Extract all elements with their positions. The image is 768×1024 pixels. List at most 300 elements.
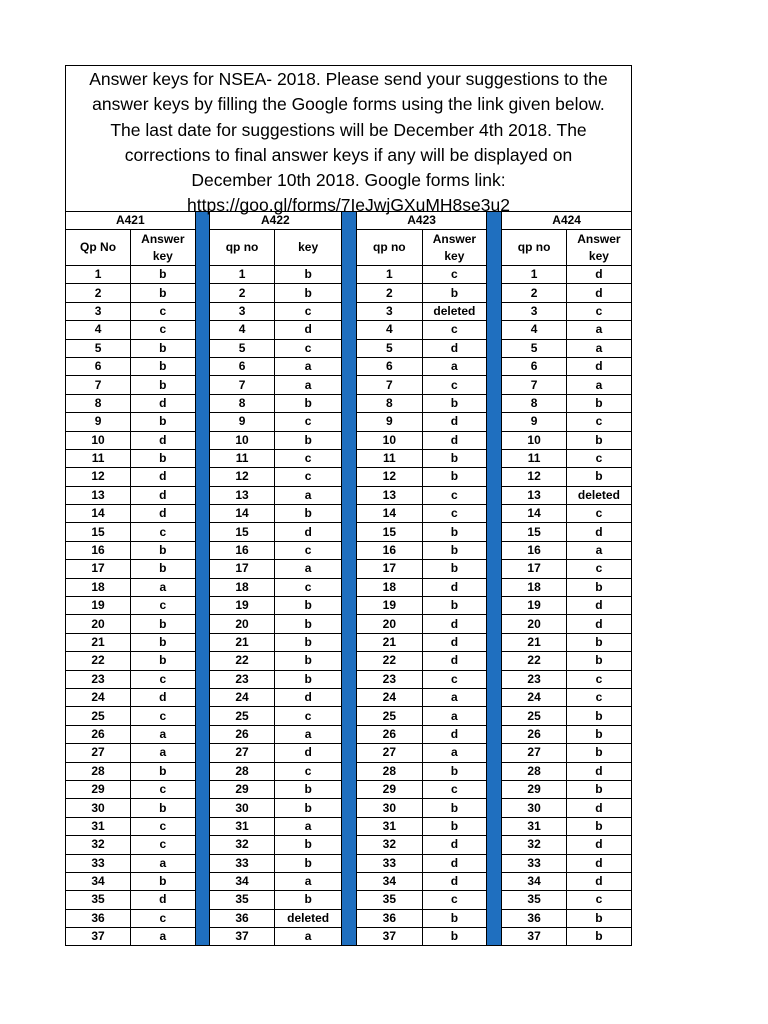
answer-cell: a [275,357,342,375]
question-number-cell: 23 [66,670,131,688]
question-number-cell: 11 [502,449,567,467]
question-number-cell: 13 [209,486,275,504]
answer-cell: b [422,394,487,412]
answer-key-header: key [275,230,342,266]
answer-cell: d [566,523,631,541]
answer-cell: c [131,523,196,541]
answer-cell: a [131,578,196,596]
answer-cell: d [566,357,631,375]
question-number-cell: 20 [66,615,131,633]
question-number-cell: 34 [357,872,423,890]
question-number-cell: 12 [502,468,567,486]
answer-cell: c [275,468,342,486]
question-number-cell: 17 [209,560,275,578]
question-number-cell: 14 [66,505,131,523]
answer-cell: d [275,744,342,762]
set-code-a423: A423 [357,212,487,230]
answer-cell: c [422,780,487,798]
answer-cell: b [131,762,196,780]
answer-cell: c [131,836,196,854]
question-number-cell: 21 [66,633,131,651]
answer-cell: b [275,431,342,449]
question-number-cell: 18 [502,578,567,596]
answer-cell: b [422,523,487,541]
question-number-cell: 18 [66,578,131,596]
answer-cell: c [275,541,342,559]
answer-cell: b [275,652,342,670]
answer-cell: a [131,928,196,946]
answer-key-header: Answer key [131,230,196,266]
question-number-cell: 32 [357,836,423,854]
answer-cell: b [566,468,631,486]
answer-cell: b [422,449,487,467]
answer-key-sheet [65,65,632,946]
answer-cell: deleted [275,909,342,927]
question-number-cell: 36 [209,909,275,927]
answer-cell: a [422,357,487,375]
question-number-cell: 11 [357,449,423,467]
question-number-cell: 4 [66,321,131,339]
answer-cell: d [566,266,631,284]
question-number-cell: 27 [66,744,131,762]
answer-cell: b [131,652,196,670]
question-number-cell: 35 [357,891,423,909]
question-number-cell: 9 [66,413,131,431]
answer-cell: c [422,670,487,688]
question-number-cell: 5 [209,339,275,357]
answer-cell: a [131,744,196,762]
question-number-cell: 28 [502,762,567,780]
google-forms-link[interactable]: https://goo.gl/forms/7IeJwjGXuMH8se3u2 [187,195,510,216]
question-number-cell: 9 [502,413,567,431]
question-number-cell: 29 [66,780,131,798]
question-number-cell: 24 [209,688,275,706]
answer-cell: d [566,836,631,854]
blue-separator [341,212,356,945]
answer-cell: b [422,541,487,559]
question-number-cell: 22 [357,652,423,670]
answer-cell: b [275,799,342,817]
answer-cell: b [131,633,196,651]
answer-cell: d [131,431,196,449]
question-number-cell: 37 [209,928,275,946]
answer-cell: d [131,505,196,523]
question-number-cell: 3 [357,302,423,320]
qp-no-header: Qp No [66,230,131,266]
question-number-cell: 18 [357,578,423,596]
answer-cell: d [422,578,487,596]
answer-cell: b [131,357,196,375]
question-number-cell: 19 [357,597,423,615]
answer-cell: c [422,376,487,394]
question-number-cell: 6 [502,357,567,375]
answer-cell: c [131,707,196,725]
question-number-cell: 30 [209,799,275,817]
header-line: corrections to final answer keys if any will be displayed on [124,144,573,165]
qp-no-header: qp no [209,230,275,266]
answer-cell: d [566,615,631,633]
answer-cell: d [566,284,631,302]
question-number-cell: 13 [66,486,131,504]
question-number-cell: 25 [66,707,131,725]
answer-cell: b [131,615,196,633]
question-number-cell: 15 [502,523,567,541]
question-number-cell: 16 [66,541,131,559]
answer-cell: b [566,707,631,725]
question-number-cell: 31 [66,817,131,835]
answer-cell: b [566,725,631,743]
answer-cell: b [422,597,487,615]
question-number-cell: 34 [209,872,275,890]
question-number-cell: 33 [502,854,567,872]
header-line: December 10th 2018. Google forms link: [191,170,506,191]
question-number-cell: 14 [357,505,423,523]
set-code-a422: A422 [209,212,341,230]
question-number-cell: 32 [209,836,275,854]
question-number-cell: 16 [357,541,423,559]
question-number-cell: 10 [357,431,423,449]
qp-no-header: qp no [357,230,423,266]
question-number-cell: 6 [209,357,275,375]
question-number-cell: 29 [357,780,423,798]
answer-cell: d [131,688,196,706]
question-number-cell: 23 [502,670,567,688]
question-number-cell: 9 [357,413,423,431]
answer-cell: d [422,615,487,633]
question-number-cell: 4 [209,321,275,339]
answer-cell: d [422,339,487,357]
question-number-cell: 36 [502,909,567,927]
answer-cell: b [275,597,342,615]
answer-cell: c [566,670,631,688]
answer-cell: c [566,449,631,467]
answer-cell: b [566,394,631,412]
answer-cell: a [275,725,342,743]
answer-cell: d [566,854,631,872]
answer-cell: a [566,339,631,357]
answer-cell: d [422,872,487,890]
answer-cell: d [566,872,631,890]
answer-cell: a [275,817,342,835]
answer-cell: d [422,633,487,651]
header-line: answer keys by filling the Google forms using the link given below. [92,94,605,115]
answer-cell: c [275,413,342,431]
question-number-cell: 17 [66,560,131,578]
question-number-cell: 20 [357,615,423,633]
question-number-cell: 36 [357,909,423,927]
answer-cell: d [566,762,631,780]
question-number-cell: 7 [66,376,131,394]
question-number-cell: 10 [209,431,275,449]
answer-cell: b [131,284,196,302]
question-number-cell: 2 [357,284,423,302]
answer-cell: d [131,468,196,486]
answer-cell: b [275,670,342,688]
answer-cell: b [422,817,487,835]
answer-cell: a [275,486,342,504]
answer-cell: b [131,560,196,578]
answer-cell: b [275,615,342,633]
question-number-cell: 21 [357,633,423,651]
answer-cell: b [422,560,487,578]
answer-cell: c [422,486,487,504]
question-number-cell: 12 [66,468,131,486]
answer-cell: d [131,486,196,504]
question-number-cell: 13 [357,486,423,504]
question-number-cell: 7 [357,376,423,394]
answer-cell: d [422,413,487,431]
answer-cell: b [131,413,196,431]
answer-cell: b [566,817,631,835]
answer-cell: b [275,891,342,909]
question-number-cell: 23 [357,670,423,688]
answer-cell: a [422,688,487,706]
answer-cell: a [422,744,487,762]
set-code-a421: A421 [66,212,195,230]
question-number-cell: 22 [209,652,275,670]
qp-no-header: qp no [502,230,567,266]
answer-cell: b [131,541,196,559]
question-number-cell: 26 [66,725,131,743]
answer-cell: b [131,339,196,357]
question-number-cell: 7 [209,376,275,394]
answer-cell: b [566,431,631,449]
answer-cell: d [275,321,342,339]
question-number-cell: 33 [209,854,275,872]
answer-cell: b [131,376,196,394]
answer-cell: c [275,578,342,596]
answer-cell: c [422,505,487,523]
question-number-cell: 20 [502,615,567,633]
question-number-cell: 17 [357,560,423,578]
answer-cell: a [566,321,631,339]
answer-cell: c [131,817,196,835]
answer-cell: d [422,725,487,743]
answer-cell: d [566,799,631,817]
answer-cell: deleted [422,302,487,320]
question-number-cell: 7 [502,376,567,394]
answer-cell: a [275,376,342,394]
answer-cell: b [422,799,487,817]
question-number-cell: 16 [209,541,275,559]
question-number-cell: 5 [502,339,567,357]
question-number-cell: 35 [502,891,567,909]
question-number-cell: 5 [357,339,423,357]
answer-cell: c [275,302,342,320]
answer-cell: d [131,891,196,909]
question-number-cell: 8 [209,394,275,412]
answer-cell: c [422,891,487,909]
question-number-cell: 25 [357,707,423,725]
answer-cell: d [422,652,487,670]
answer-cell: c [566,505,631,523]
answer-key-header: Answer key [422,230,487,266]
answer-cell: c [566,560,631,578]
question-number-cell: 17 [502,560,567,578]
header-notice [66,66,631,216]
question-number-cell: 27 [357,744,423,762]
answer-cell: a [275,560,342,578]
question-number-cell: 24 [357,688,423,706]
question-number-cell: 21 [209,633,275,651]
answer-cell: a [131,854,196,872]
answer-cell: b [422,284,487,302]
question-number-cell: 20 [209,615,275,633]
answer-cell: b [275,284,342,302]
question-number-cell: 32 [66,836,131,854]
question-number-cell: 29 [209,780,275,798]
question-number-cell: 11 [209,449,275,467]
answer-cell: b [131,449,196,467]
question-number-cell: 21 [502,633,567,651]
answer-cell: b [275,854,342,872]
question-number-cell: 8 [502,394,567,412]
question-number-cell: 2 [66,284,131,302]
question-number-cell: 32 [502,836,567,854]
answer-cell: d [566,597,631,615]
question-number-cell: 18 [209,578,275,596]
answer-cell: a [131,725,196,743]
question-number-cell: 35 [209,891,275,909]
question-number-cell: 29 [502,780,567,798]
answer-cell: d [422,836,487,854]
question-number-cell: 28 [66,762,131,780]
answer-cell: a [422,707,487,725]
answer-cell: c [422,321,487,339]
answer-cell: b [422,928,487,946]
question-number-cell: 12 [357,468,423,486]
question-number-cell: 10 [502,431,567,449]
answer-cell: c [131,321,196,339]
answer-cell: c [131,302,196,320]
blue-separator [195,212,209,945]
question-number-cell: 34 [66,872,131,890]
answer-cell: b [275,633,342,651]
answer-cell: c [566,688,631,706]
answer-cell: a [566,376,631,394]
question-number-cell: 1 [209,266,275,284]
question-number-cell: 22 [502,652,567,670]
question-number-cell: 37 [66,928,131,946]
answer-cell: b [275,780,342,798]
question-number-cell: 19 [502,597,567,615]
question-number-cell: 26 [357,725,423,743]
question-number-cell: 25 [209,707,275,725]
question-number-cell: 16 [502,541,567,559]
question-number-cell: 13 [502,486,567,504]
answer-cell: a [275,872,342,890]
question-number-cell: 3 [209,302,275,320]
answer-cell: b [275,836,342,854]
answer-cell: a [566,541,631,559]
question-number-cell: 34 [502,872,567,890]
answer-cell: c [422,266,487,284]
answer-cell: b [566,652,631,670]
question-number-cell: 26 [209,725,275,743]
question-number-cell: 28 [209,762,275,780]
answer-cell: deleted [566,486,631,504]
question-number-cell: 2 [209,284,275,302]
question-number-cell: 10 [66,431,131,449]
question-number-cell: 28 [357,762,423,780]
header-line: Answer keys for NSEA- 2018. Please send your suggestions to the [89,69,608,89]
answer-cell: c [131,597,196,615]
question-number-cell: 25 [502,707,567,725]
question-number-cell: 26 [502,725,567,743]
answer-cell: b [566,578,631,596]
answer-cell: c [131,670,196,688]
answer-cell: b [566,744,631,762]
answer-cell: b [131,872,196,890]
question-number-cell: 5 [66,339,131,357]
answer-cell: b [275,505,342,523]
question-number-cell: 31 [209,817,275,835]
blue-separator [487,212,502,945]
answer-cell: c [275,339,342,357]
question-number-cell: 6 [66,357,131,375]
header-line: The last date for suggestions will be December 4th 2018. The [110,119,587,140]
answer-cell: c [566,891,631,909]
question-number-cell: 31 [357,817,423,835]
question-number-cell: 12 [209,468,275,486]
question-number-cell: 15 [66,523,131,541]
question-number-cell: 24 [502,688,567,706]
answer-key-header: Answer key [566,230,631,266]
answer-cell: b [566,780,631,798]
question-number-cell: 4 [502,321,567,339]
answer-cell: b [275,394,342,412]
question-number-cell: 35 [66,891,131,909]
answer-cell: d [275,688,342,706]
question-number-cell: 36 [66,909,131,927]
set-code-a424: A424 [502,212,631,230]
answer-cell: b [566,928,631,946]
answer-key-table [66,212,631,945]
question-number-cell: 14 [502,505,567,523]
question-number-cell: 8 [357,394,423,412]
answer-cell: c [275,762,342,780]
answer-cell: d [422,854,487,872]
question-number-cell: 33 [357,854,423,872]
answer-cell: b [275,266,342,284]
question-number-cell: 37 [357,928,423,946]
answer-cell: d [131,394,196,412]
question-number-cell: 31 [502,817,567,835]
question-number-cell: 1 [502,266,567,284]
question-number-cell: 22 [66,652,131,670]
answer-cell: c [131,780,196,798]
question-number-cell: 14 [209,505,275,523]
answer-cell: c [566,302,631,320]
answer-cell: b [566,909,631,927]
answer-cell: b [566,633,631,651]
question-number-cell: 1 [357,266,423,284]
question-number-cell: 37 [502,928,567,946]
question-number-cell: 3 [502,302,567,320]
answer-cell: b [131,799,196,817]
question-number-cell: 27 [502,744,567,762]
question-number-cell: 23 [209,670,275,688]
question-number-cell: 3 [66,302,131,320]
answer-cell: c [275,707,342,725]
question-number-cell: 1 [66,266,131,284]
question-number-cell: 19 [66,597,131,615]
answer-cell: d [422,431,487,449]
answer-cell: b [131,266,196,284]
answer-cell: b [422,762,487,780]
question-number-cell: 11 [66,449,131,467]
question-number-cell: 30 [502,799,567,817]
